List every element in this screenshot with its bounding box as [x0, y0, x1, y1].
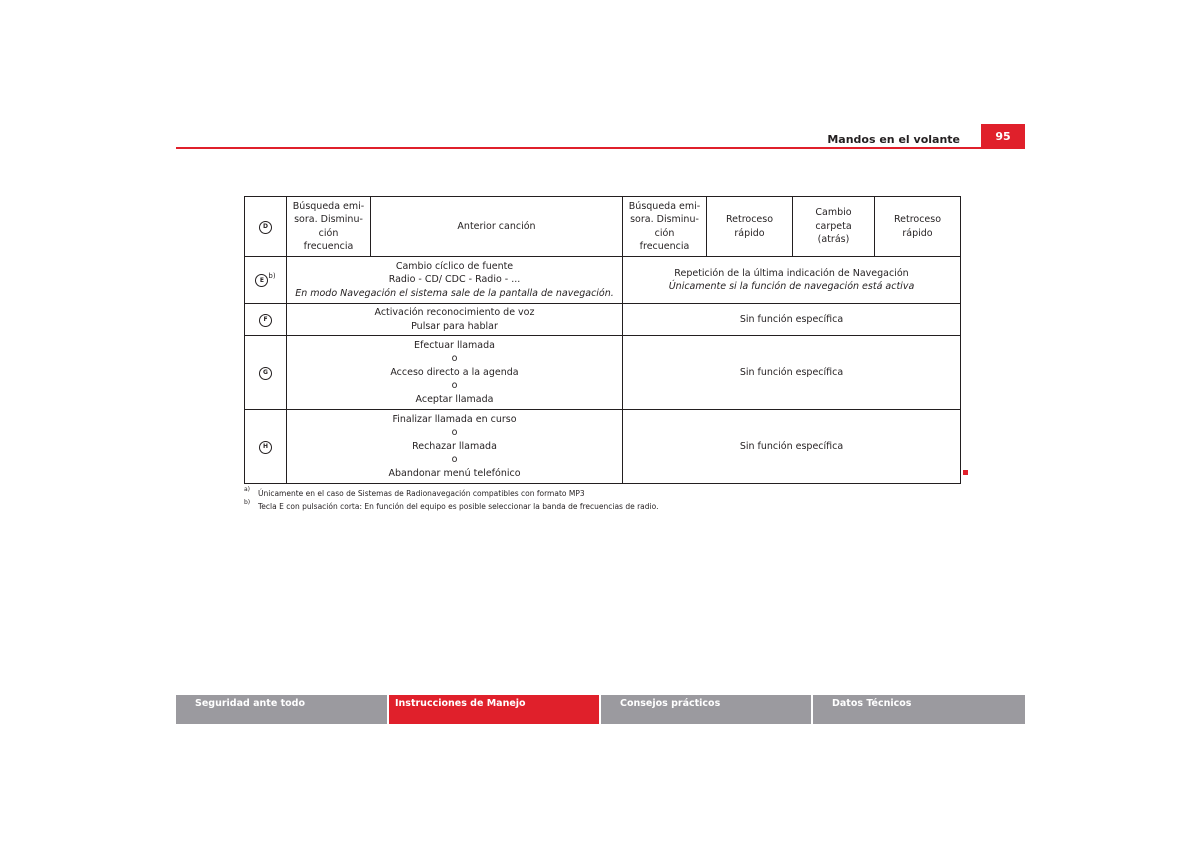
key-h-icon: H — [259, 441, 272, 454]
row-g-left: Efectuar llamada o Acceso directo a la agenda o Aceptar llamada — [287, 336, 623, 410]
key-cell — [245, 197, 287, 257]
row-d-col-3: Búsqueda emi- sora. Disminu- ción frecuencia — [623, 197, 707, 257]
row-f-right: Sin función específica — [623, 304, 961, 336]
key-cell — [245, 257, 287, 304]
row-e-right: Repetición de la última indicación de Navegación Únicamente si la función de navegación está activa — [623, 257, 961, 304]
section-title: Mandos en el volante — [827, 133, 960, 146]
section-end-marker — [963, 470, 968, 475]
row-h-left: Finalizar llamada en curso o Rechazar llamada o Abandonar menú telefónico — [287, 410, 623, 484]
bottom-nav — [176, 695, 1025, 724]
key-f-icon: F — [259, 314, 272, 327]
nav-tab-instrucciones[interactable]: Instrucciones de Manejo — [389, 695, 599, 724]
nav-tab-seguridad[interactable]: Seguridad ante todo — [176, 695, 387, 724]
table-row-f — [245, 304, 961, 336]
row-d-col-6: Retroceso rápido — [875, 197, 961, 257]
nav-tab-consejos[interactable]: Consejos prácticos — [601, 695, 811, 724]
key-cell — [245, 304, 287, 336]
table-row-g — [245, 336, 961, 410]
row-h-right: Sin función específica — [623, 410, 961, 484]
row-d-col-1: Búsqueda emi- sora. Disminu- ción frecuencia — [287, 197, 371, 257]
header-rule — [176, 147, 1025, 149]
key-d-icon: D — [259, 221, 272, 234]
row-g-right: Sin función específica — [623, 336, 961, 410]
nav-tab-datos[interactable]: Datos Técnicos — [813, 695, 1025, 724]
row-d-col-2: Anterior canción — [371, 197, 623, 257]
row-e-left: Cambio cíclico de fuente Radio - CD/ CDC - Radio - ... En modo Navegación el sistema sale de la pantalla de navegación. — [287, 257, 623, 304]
table-row-h — [245, 410, 961, 484]
key-g-icon: G — [259, 367, 272, 380]
key-cell — [245, 410, 287, 484]
page-number: 95 — [981, 124, 1025, 148]
key-cell — [245, 336, 287, 410]
footnote-ref: b) — [268, 271, 276, 280]
key-e-icon: E — [255, 274, 268, 287]
row-f-left: Activación reconocimiento de voz Pulsar para hablar — [287, 304, 623, 336]
table-row-e — [245, 257, 961, 304]
row-d-col-4: Retroceso rápido — [707, 197, 793, 257]
row-d-col-5: Cambio carpeta (atrás) — [793, 197, 875, 257]
table-row-d — [245, 197, 961, 257]
controls-table — [244, 196, 961, 484]
